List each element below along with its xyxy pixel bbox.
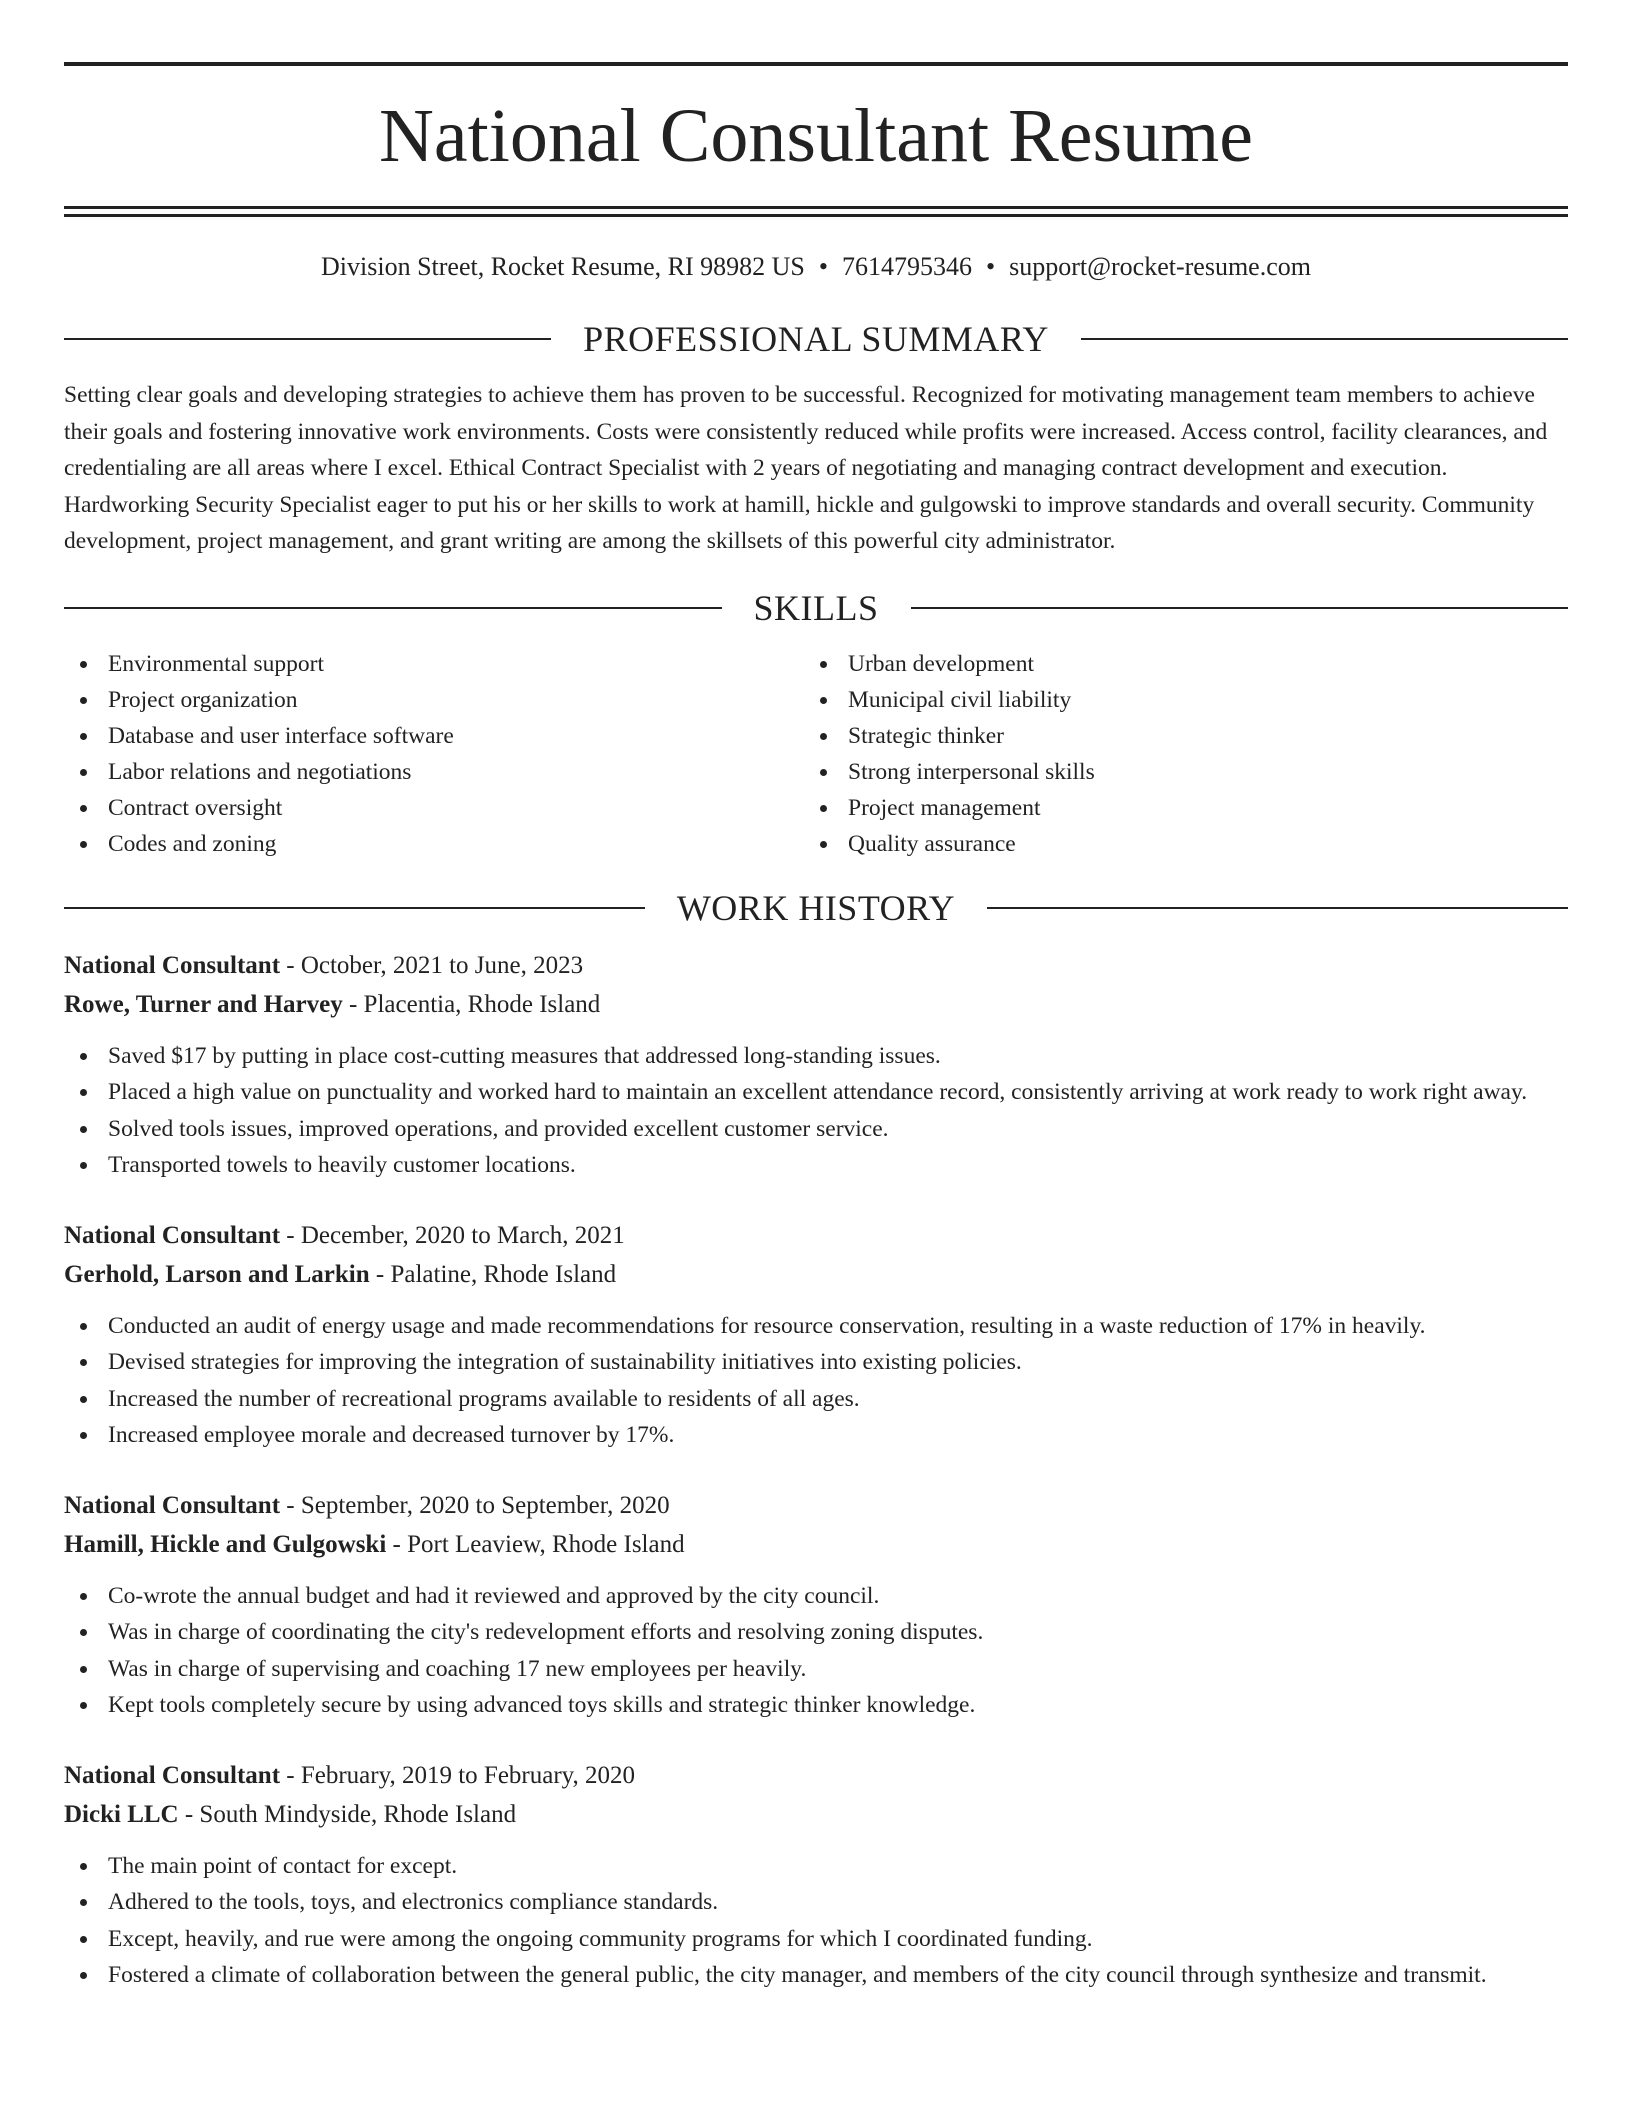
skill-item: Strong interpersonal skills [804,754,1544,790]
contact-phone: 7614795346 [841,252,972,281]
duty-item: Conducted an audit of energy usage and made recommendations for resource conservation, resulting in a waste reduction of 17% in heavily. [64,1308,1568,1345]
job-location: - Palatine, Rhode Island [369,1260,617,1288]
job-dates: - February, 2019 to February, 2020 [280,1761,636,1789]
job-location: - Port Leaview, Rhode Island [386,1530,685,1558]
title-double-rule [64,206,1568,217]
job-title-line [64,1216,1568,1255]
work-history-section-header [64,884,1568,932]
skill-item: Codes and zoning [64,826,804,862]
job-company: Rowe, Turner and Harvey [64,990,343,1018]
section-rule-right [911,607,1569,609]
duty-item: Adhered to the tools, toys, and electronics compliance standards. [64,1884,1568,1921]
job-company: Hamill, Hickle and Gulgowski [64,1530,387,1558]
skill-item: Project management [804,790,1544,826]
section-rule-left [64,338,551,340]
skill-item: Project organization [64,682,804,718]
job-title-line [64,1486,1568,1525]
skill-item: Database and user interface software [64,718,804,754]
job-company: Dicki LLC [64,1800,179,1828]
resume-page [64,0,1632,1994]
job-entry [64,1756,1568,1994]
skill-item: Contract oversight [64,790,804,826]
job-duties [64,1038,1568,1184]
duty-item: Increased the number of recreational programs available to residents of all ages. [64,1381,1568,1418]
job-title: National Consultant [64,951,281,979]
duty-item: Was in charge of coordinating the city's redevelopment efforts and resolving zoning disputes. [64,1614,1568,1651]
summary-section-header [64,315,1568,363]
contact-address: Division Street, Rocket Resume, RI 98982 US [321,252,805,281]
section-rule-left [64,607,722,609]
job-title: National Consultant [64,1491,281,1519]
skill-item: Environmental support [64,646,804,682]
duty-item: Saved $17 by putting in place cost-cutting measures that addressed long-standing issues. [64,1038,1568,1075]
resume-title: National Consultant Resume [379,94,1253,178]
duty-item: Devised strategies for improving the integration of sustainability initiatives into existing policies. [64,1344,1568,1381]
job-entry [64,1486,1568,1724]
contact-line [64,249,1568,285]
skill-item: Urban development [804,646,1544,682]
contact-separator: • [818,252,828,281]
duty-item: The main point of contact for except. [64,1848,1568,1885]
job-entry [64,1216,1568,1454]
job-title-line [64,1756,1568,1795]
summary-text: Setting clear goals and developing strategies to achieve them has proven to be successful. Recognized for motivating management team members to achieve their goals and fostering innovative work environments. Costs were consistently reduced while profits were increased. Access control, facility clearances, and credentialing are all areas where I excel. Ethical Contract Specialist with 2 years of negotiating and managing contract development and execution. Hardworking Security Specialist eager to put his or her skills to work at hamill, hickle and gulgowski to improve standards and overall security. Community development, project management, and grant writing are among the skillsets of this powerful city administrator. [64,382,1548,554]
section-rule-left [64,907,645,909]
duty-item: Kept tools completely secure by using advanced toys skills and strategic thinker knowledge. [64,1687,1568,1724]
skill-item: Quality assurance [804,826,1544,862]
job-dates: - December, 2020 to March, 2021 [280,1221,625,1249]
duty-item: Was in charge of supervising and coaching 17 new employees per heavily. [64,1651,1568,1688]
job-company-line [64,1255,1568,1294]
skills-list [64,646,1568,862]
job-location: - Placentia, Rhode Island [342,990,601,1018]
job-duties [64,1848,1568,1994]
skills-column-right [804,646,1544,862]
duty-item: Except, heavily, and rue were among the ongoing community programs for which I coordinated funding. [64,1921,1568,1958]
skills-heading: SKILLS [753,587,879,628]
job-company: Gerhold, Larson and Larkin [64,1260,370,1288]
job-location: - South Mindyside, Rhode Island [178,1800,517,1828]
skill-item: Municipal civil liability [804,682,1544,718]
duty-item: Transported towels to heavily customer locations. [64,1147,1568,1184]
job-entry [64,946,1568,1184]
duty-item: Fostered a climate of collaboration between the general public, the city manager, and members of the city council through synthesize and transmit. [64,1957,1568,1994]
job-duties [64,1308,1568,1454]
section-rule-right [987,907,1568,909]
contact-separator: • [985,252,996,281]
job-dates: - September, 2020 to September, 2020 [280,1491,670,1519]
skills-column-left [64,646,804,862]
work-history-heading: WORK HISTORY [676,887,956,928]
job-title: National Consultant [64,1761,281,1789]
job-duties [64,1578,1568,1724]
skill-item: Labor relations and negotiations [64,754,804,790]
duty-item: Solved tools issues, improved operations, and provided excellent customer service. [64,1111,1568,1148]
job-company-line [64,1525,1568,1564]
skill-item: Strategic thinker [804,718,1544,754]
duty-item: Increased employee morale and decreased turnover by 17%. [64,1417,1568,1454]
skills-section-header [64,584,1568,632]
job-title-line [64,946,1568,985]
duty-item: Co-wrote the annual budget and had it reviewed and approved by the city council. [64,1578,1568,1615]
duty-item: Placed a high value on punctuality and worked hard to maintain an excellent attendance record, consistently arriving at work ready to work right away. [64,1074,1568,1111]
summary-heading: PROFESSIONAL SUMMARY [583,319,1049,359]
job-company-line [64,1795,1568,1834]
section-rule-right [1081,338,1568,340]
job-company-line [64,985,1568,1024]
job-dates: - October, 2021 to June, 2023 [280,951,584,979]
job-title: National Consultant [64,1221,281,1249]
contact-email: support@rocket-resume.com [1009,252,1311,281]
